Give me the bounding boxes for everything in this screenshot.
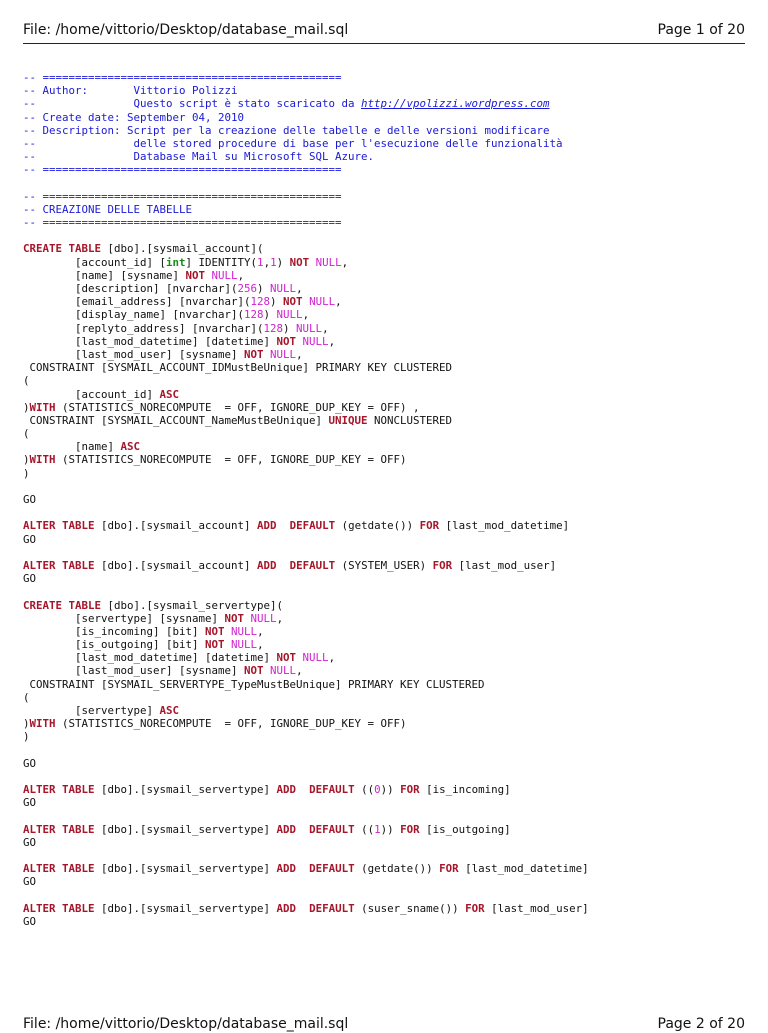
code-line (23, 889, 748, 902)
code-line (23, 269, 748, 282)
code-token: , (296, 347, 303, 361)
code-token: WITH (29, 400, 56, 414)
code-token: NULL (309, 295, 336, 309)
code-token: [last_mod_user] (484, 901, 589, 915)
code-token: CONSTRAINT [SYSMAIL_ACCOUNT_NameMustBeUnique] (23, 413, 329, 427)
code-token: NULL (296, 321, 323, 335)
code-token: [account_id] [ (23, 255, 167, 269)
code-line (23, 493, 748, 506)
code-token: NULL (231, 624, 258, 638)
code-token: (STATISTICS_NORECOMPUTE = OFF, IGNORE_DUP_KEY = OFF) , (55, 400, 420, 414)
code-token: , (296, 664, 303, 678)
code-line (23, 783, 748, 796)
code-token: NOT (276, 334, 297, 348)
code-token: NOT (205, 638, 225, 652)
code-token: NOT (283, 295, 303, 309)
code-line (23, 401, 748, 414)
code-line (23, 796, 748, 809)
code-token: WITH (29, 717, 56, 731)
code-token: GO (23, 875, 37, 889)
code-token: NOT (289, 255, 310, 269)
code-line (23, 810, 748, 823)
code-token: -- ============================================== (23, 216, 342, 230)
code-line (23, 612, 748, 625)
code-token: )) (380, 783, 401, 797)
code-line (23, 572, 748, 585)
code-token: NULL (270, 664, 297, 678)
code-token: ( (23, 374, 30, 388)
code-line (23, 915, 748, 928)
code-token: ) (23, 717, 30, 731)
code-token: [last_mod_datetime] [datetime] (23, 334, 277, 348)
code-line (23, 519, 748, 532)
code-token: , (237, 268, 245, 282)
code-token: -- ============================================== (23, 189, 342, 203)
code-token: NOT (276, 651, 297, 665)
code-token: , (276, 611, 284, 625)
code-token: NULL (302, 334, 329, 348)
code-token: ALTER TABLE (23, 901, 95, 915)
code-token: NULL (250, 611, 277, 625)
code-token: , (328, 334, 336, 348)
code-token: 0 (374, 783, 381, 797)
code-token: 128 (244, 308, 264, 322)
code-token: DEFAULT (309, 901, 355, 915)
code-token: 128 (250, 295, 271, 309)
code-line (23, 744, 748, 757)
code-line (23, 533, 748, 546)
code-token: GO (23, 572, 37, 586)
code-token: ALTER TABLE (23, 822, 95, 836)
code-line (23, 467, 748, 480)
code-token: ADD (257, 519, 277, 533)
code-token: )) (380, 822, 401, 836)
code-line (23, 414, 748, 427)
code-token: -- CREAZIONE DELLE TABELLE (23, 202, 193, 216)
code-line (23, 190, 748, 203)
code-token: -- Create date: September 04, 2010 (23, 110, 245, 124)
code-token: ) (283, 321, 297, 335)
code-token: CREATE TABLE (23, 598, 102, 612)
code-line (23, 480, 748, 493)
code-line (23, 717, 748, 730)
code-token: [is_incoming] (419, 783, 511, 797)
code-token: , (263, 255, 271, 269)
code-line (23, 335, 748, 348)
code-token: DEFAULT (309, 862, 355, 876)
code-token: NULL (302, 651, 329, 665)
code-line (23, 506, 748, 519)
code-token: 128 (263, 321, 284, 335)
next-page-header (23, 1015, 745, 1033)
code-token: , (257, 624, 264, 638)
code-token: (getdate()) (354, 862, 440, 876)
page-header (23, 21, 745, 39)
code-token: [dbo].[sysmail_account] (94, 519, 258, 533)
code-token: FOR (400, 783, 420, 797)
code-token: NULL (315, 255, 342, 269)
code-token: [is_outgoing] (419, 822, 511, 836)
code-token: ( (23, 427, 30, 441)
code-token: FOR (400, 822, 420, 836)
code-token: ) (257, 282, 271, 295)
code-token: ADD (276, 783, 297, 797)
file-path-label: File: /home/vittorio/Desktop/database_mail.sql (23, 22, 349, 38)
code-token: ) (263, 308, 277, 322)
code-line (23, 823, 748, 836)
code-token: NOT (244, 664, 264, 678)
code-token: NOT (205, 624, 225, 638)
code-line (23, 625, 748, 638)
code-token: [last_mod_user] [sysname] (23, 347, 245, 361)
code-token: , (322, 321, 329, 335)
code-token: CONSTRAINT [SYSMAIL_SERVERTYPE_TypeMustBeUnique] PRIMARY KEY CLUSTERED (23, 677, 485, 691)
code-token: NULL (211, 268, 238, 282)
code-token: NULL (270, 282, 297, 295)
code-token: GO (23, 532, 37, 546)
sql-code-listing (23, 71, 748, 928)
code-token: [replyto_address] [nvarchar]( (23, 321, 264, 335)
code-token: [description] [nvarchar]( (23, 282, 238, 295)
header-divider (23, 43, 745, 44)
code-token: NULL (231, 638, 258, 652)
code-token: NULL (270, 347, 297, 361)
code-line (23, 137, 748, 150)
code-token: (STATISTICS_NORECOMPUTE = OFF, IGNORE_DUP_KEY = OFF) (55, 717, 407, 731)
code-token: [servertype] [sysname] (23, 611, 225, 625)
code-token (296, 902, 309, 915)
code-token: ) (270, 295, 284, 309)
code-token: [last_mod_datetime] (439, 519, 570, 533)
code-token: [dbo].[sysmail_account] (94, 558, 258, 572)
code-line (23, 71, 748, 84)
code-token: CONSTRAINT [SYSMAIL_ACCOUNT_IDMustBeUnique] PRIMARY KEY CLUSTERED (23, 361, 453, 375)
code-token: ADD (276, 862, 297, 876)
code-line (23, 638, 748, 651)
code-token: NONCLUSTERED (367, 413, 453, 427)
code-line (23, 388, 748, 401)
code-line (23, 282, 748, 295)
code-token: NOT (224, 611, 245, 625)
code-token: GO (23, 796, 37, 810)
code-line (23, 229, 748, 242)
code-token: -- Database Mail su Microsoft SQL Azure. (23, 150, 375, 164)
code-token: [email_address] [nvarchar]( (23, 295, 251, 309)
code-line (23, 862, 748, 875)
code-line (23, 111, 748, 124)
next-page-number-label: Page 2 of 20 (657, 1016, 745, 1032)
code-token: -- delle stored procedure di base per l'esecuzione delle funzionalità (23, 136, 563, 150)
code-token: [dbo].[sysmail_account]( (101, 242, 264, 256)
code-token: ASC (159, 387, 180, 401)
code-line (23, 374, 748, 387)
code-token: (suser_sname()) (354, 901, 466, 915)
code-token: , (335, 295, 342, 309)
code-token (296, 862, 309, 875)
code-line (23, 84, 748, 97)
code-line (23, 664, 748, 677)
code-line (23, 757, 748, 770)
code-token: -- Author: Vittorio Polizzi (23, 84, 238, 98)
code-token: FOR (432, 558, 453, 572)
code-token: [last_mod_user] (452, 558, 557, 572)
code-line (23, 361, 748, 374)
code-line (23, 730, 748, 743)
code-token: ASC (120, 440, 141, 454)
code-line (23, 849, 748, 862)
code-token: FOR (419, 519, 440, 533)
code-line (23, 97, 748, 110)
code-line (23, 559, 748, 572)
code-token: [last_mod_user] [sysname] (23, 664, 245, 678)
code-line (23, 163, 748, 176)
code-token: [last_mod_datetime] [datetime] (23, 651, 277, 665)
code-token: 1 (374, 822, 381, 836)
code-line (23, 902, 748, 915)
code-token: [dbo].[sysmail_servertype] (94, 901, 277, 915)
code-line (23, 836, 748, 849)
code-token: [dbo].[sysmail_servertype] (94, 862, 277, 876)
code-line (23, 216, 748, 229)
code-token: [dbo].[sysmail_servertype] (94, 822, 277, 836)
code-token: (STATISTICS_NORECOMPUTE = OFF, IGNORE_DUP_KEY = OFF) (55, 453, 407, 467)
code-token: NOT (244, 347, 264, 361)
code-token: [name] (23, 440, 121, 454)
code-line (23, 585, 748, 598)
code-token: [dbo].[sysmail_servertype]( (101, 598, 284, 612)
code-token: ) (23, 400, 30, 414)
code-token: ALTER TABLE (23, 519, 95, 533)
code-line (23, 440, 748, 453)
code-token: ] IDENTITY( (185, 255, 258, 269)
code-token: DEFAULT (289, 558, 336, 572)
code-line (23, 124, 748, 137)
code-token: GO (23, 493, 37, 506)
code-token: ASC (159, 704, 180, 717)
code-token: [dbo].[sysmail_servertype] (94, 783, 277, 797)
code-line (23, 770, 748, 783)
code-token: (( (354, 822, 375, 836)
code-line (23, 678, 748, 691)
code-token: DEFAULT (309, 783, 355, 797)
code-token: 1 (257, 255, 264, 269)
code-token: ALTER TABLE (23, 862, 95, 876)
code-line (23, 704, 748, 717)
code-line (23, 295, 748, 308)
code-token: NOT (185, 268, 206, 282)
code-line (23, 242, 748, 255)
code-token: , (296, 282, 303, 295)
code-token: FOR (439, 862, 459, 876)
code-token: int (166, 255, 186, 269)
code-token: [name] [sysname] (23, 268, 186, 282)
code-token: http://vpolizzi.wordpress.com (361, 97, 550, 111)
code-token: NULL (276, 308, 303, 322)
code-line (23, 651, 748, 664)
code-token: GO (23, 756, 37, 770)
page-number-label: Page 1 of 20 (657, 22, 745, 38)
code-token: ( (23, 690, 30, 704)
code-token: [is_outgoing] [bit] (23, 638, 206, 652)
code-token (296, 823, 309, 836)
code-line (23, 427, 748, 440)
code-token (277, 519, 290, 532)
code-token: -- Questo script è stato scaricato da (23, 97, 362, 111)
code-token: [servertype] (23, 704, 160, 717)
code-line (23, 348, 748, 361)
code-token: -- Description: Script per la creazione delle tabelle e delle versioni modificare (23, 123, 550, 137)
code-line (23, 322, 748, 335)
code-token: (getdate()) (335, 519, 420, 533)
code-token: -- ============================================== (23, 71, 342, 84)
code-token: ) (23, 453, 30, 467)
code-token: ALTER TABLE (23, 783, 95, 797)
code-token: ADD (276, 901, 297, 915)
code-token (277, 559, 290, 572)
code-token: UNIQUE (328, 413, 368, 427)
code-token: 1 (270, 255, 277, 269)
code-token: , (257, 638, 264, 652)
code-token: DEFAULT (289, 519, 336, 533)
next-file-path-label: File: /home/vittorio/Desktop/database_mail.sql (23, 1016, 349, 1032)
code-token: [is_incoming] [bit] (23, 624, 206, 638)
code-token: -- ============================================== (23, 163, 342, 177)
code-token: WITH (29, 453, 56, 467)
code-token: ADD (276, 822, 297, 836)
code-line (23, 256, 748, 269)
code-token: GO (23, 915, 37, 928)
code-token: [display_name] [nvarchar]( (23, 308, 245, 322)
code-line (23, 150, 748, 163)
code-line (23, 453, 748, 466)
code-token: FOR (465, 901, 485, 915)
code-token: (( (354, 783, 375, 797)
code-line (23, 546, 748, 559)
code-token (296, 783, 309, 796)
code-line (23, 203, 748, 216)
code-token: (SYSTEM_USER) (335, 558, 433, 572)
code-token: [account_id] (23, 387, 160, 401)
code-token: , (302, 308, 310, 322)
code-token: ADD (257, 558, 277, 572)
code-token: ) (23, 466, 30, 480)
code-token: , (341, 255, 349, 269)
code-line (23, 308, 748, 321)
code-token: ALTER TABLE (23, 558, 95, 572)
code-token: CREATE TABLE (23, 242, 102, 256)
code-line (23, 599, 748, 612)
code-token: ) (276, 255, 290, 269)
code-token: GO (23, 835, 37, 849)
code-line (23, 691, 748, 704)
code-token: , (328, 651, 336, 665)
code-token: ) (23, 730, 30, 744)
code-line (23, 177, 748, 190)
code-token: DEFAULT (309, 822, 355, 836)
code-token: 256 (237, 282, 258, 295)
code-token: [last_mod_datetime] (458, 862, 589, 876)
code-line (23, 875, 748, 888)
